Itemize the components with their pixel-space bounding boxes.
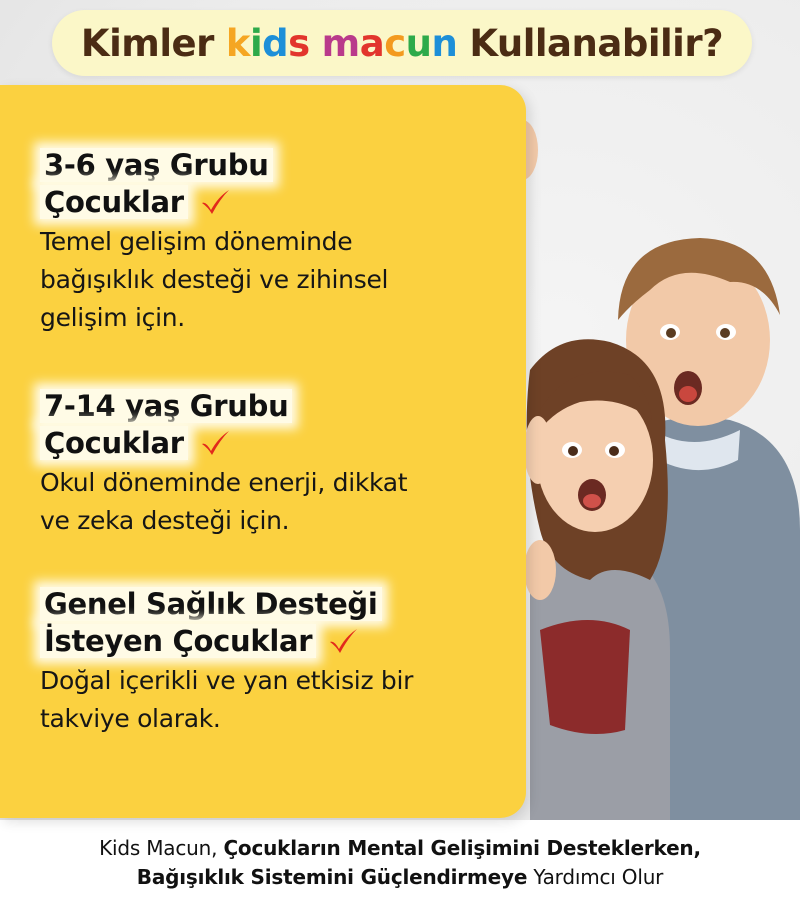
checkmark-icon [200, 430, 230, 456]
title-part2: Kullanabilir? [469, 21, 724, 65]
brand-letter: c [384, 21, 406, 65]
section-body [40, 223, 510, 337]
section-general-health [40, 586, 510, 738]
section-heading [40, 147, 510, 221]
body-line: bağışıklık desteği ve zihinsel [40, 265, 389, 294]
body-line: Temel gelişim döneminde [40, 227, 353, 256]
footer-line2-bold: Bağışıklık Sistemini Güçlendirmeye [136, 865, 528, 889]
heading-line2: Çocuklar [40, 185, 188, 219]
title-brand-kids [226, 22, 310, 65]
footer-line1-regular: Kids Macun, [99, 836, 218, 860]
section-heading [40, 388, 510, 462]
section-heading [40, 586, 510, 660]
brand-letter: n [431, 21, 458, 65]
footer-line2-regular: Yardımcı Olur [533, 865, 664, 889]
body-line: takviye olarak. [40, 704, 221, 733]
heading-line2: Çocuklar [40, 426, 188, 460]
checkmark-icon [200, 189, 230, 215]
brand-letter: s [288, 21, 310, 65]
section-7-14-years [40, 388, 510, 540]
heading-line1: 7-14 yaş Grubu [40, 389, 292, 423]
brand-letter: d [262, 21, 289, 65]
section-3-6-years [40, 147, 510, 337]
brand-letter: i [249, 21, 263, 65]
footer-line1 [0, 834, 800, 863]
body-line: Okul döneminde enerji, dikkat [40, 468, 408, 497]
checkmark-icon [328, 628, 358, 654]
heading-line1: 3-6 yaş Grubu [40, 148, 273, 182]
page-title [52, 10, 752, 76]
footer-line2 [0, 863, 800, 892]
body-line: gelişim için. [40, 303, 185, 332]
footer-text [0, 834, 800, 892]
body-line: Doğal içerikli ve yan etkisiz bir [40, 666, 414, 695]
brand-letter: a [359, 21, 385, 65]
info-card [0, 85, 526, 818]
title-brand-macun [322, 22, 458, 65]
section-body [40, 662, 510, 738]
section-body [40, 464, 510, 540]
brand-letter: k [225, 21, 250, 65]
title-part1: Kimler [80, 21, 214, 65]
heading-line2: İsteyen Çocuklar [40, 624, 316, 658]
brand-letter: u [405, 21, 432, 65]
heading-line1: Genel Sağlık Desteği [40, 587, 382, 621]
brand-letter: m [321, 21, 360, 65]
kids-peeking-image [500, 110, 800, 820]
body-line: ve zeka desteği için. [40, 506, 290, 535]
footer-line1-bold: Çocukların Mental Gelişimini Desteklerken, [223, 836, 701, 860]
